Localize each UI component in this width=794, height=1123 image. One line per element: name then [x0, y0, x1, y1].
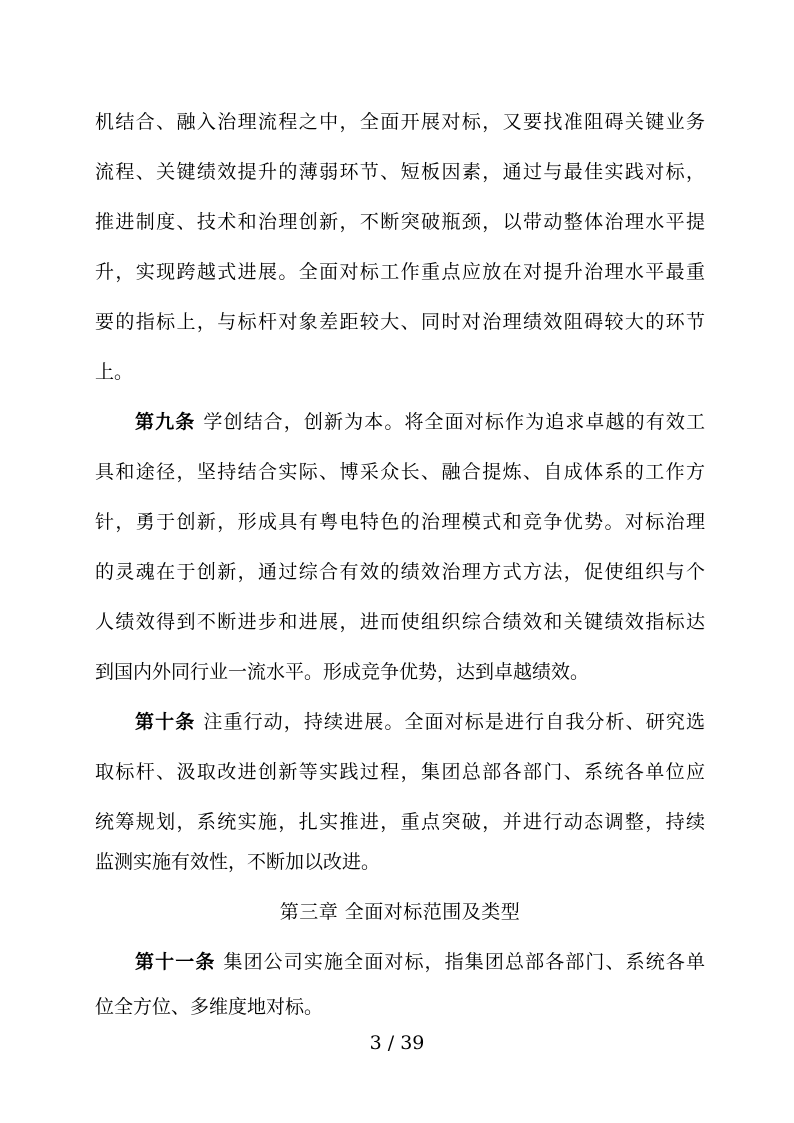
paragraph-line: 的灵魂在于创新，通过综合有效的绩效治理方式方法，促使组织与个 — [95, 561, 705, 583]
paragraph-line: 统筹规划，系统实施，扎实推进，重点突破，并进行动态调整，持续 — [95, 811, 705, 833]
paragraph-line: 人绩效得到不断进步和进展，进而使组织综合绩效和关键绩效指标达 — [95, 611, 705, 633]
article-number: 第十条 — [135, 711, 196, 733]
article-number: 第十一条 — [135, 951, 216, 973]
paragraph-line: 机结合、融入治理流程之中，全面开展对标，又要找准阻碍关键业务 — [95, 111, 705, 133]
paragraph-line: 位全方位、多维度地对标。 — [95, 996, 324, 1018]
paragraph-line: 要的指标上，与标杆对象差距较大、同时对治理绩效阻碍较大的环节 — [95, 311, 705, 333]
paragraph-line: 升，实现跨越式进展。全面对标工作重点应放在对提升治理水平最重 — [95, 261, 705, 283]
article-10-first-line — [95, 707, 705, 737]
article-number: 第九条 — [135, 411, 196, 433]
paragraph-line: 监测实施有效性，不断加以改进。 — [95, 851, 381, 873]
paragraph-line: 取标杆、汲取改进创新等实践过程，集团总部各部门、系统各单位应 — [95, 761, 705, 783]
article-9-first-line — [95, 407, 705, 437]
article-text: 注重行动，持续进展。全面对标是进行自我分析、研究选 — [203, 711, 705, 733]
article-11-first-line — [95, 947, 705, 977]
article-text: 集团公司实施全面对标，指集团总部各部门、系统各单 — [223, 951, 705, 973]
document-page — [95, 0, 705, 1123]
paragraph-line: 流程、关键绩效提升的薄弱环节、短板因素，通过与最佳实践对标， — [95, 161, 705, 183]
paragraph-line: 具和途径，坚持结合实际、博采众长、融合提炼、自成体系的工作方 — [95, 461, 705, 483]
paragraph-line: 针，勇于创新，形成具有粤电特色的治理模式和竞争优势。对标治理 — [95, 511, 705, 533]
paragraph-line: 推进制度、技术和治理创新，不断突破瓶颈，以带动整体治理水平提 — [95, 211, 705, 233]
page-number: 3 / 39 — [369, 1032, 425, 1054]
article-text: 学创结合，创新为本。将全面对标作为追求卓越的有效工 — [203, 411, 705, 433]
chapter-heading: 第三章 全面对标范围及类型 — [279, 901, 521, 923]
paragraph-line: 到国内外同行业一流水平。形成竞争优势，达到卓越绩效。 — [95, 661, 590, 683]
paragraph-line: 上。 — [95, 361, 134, 383]
